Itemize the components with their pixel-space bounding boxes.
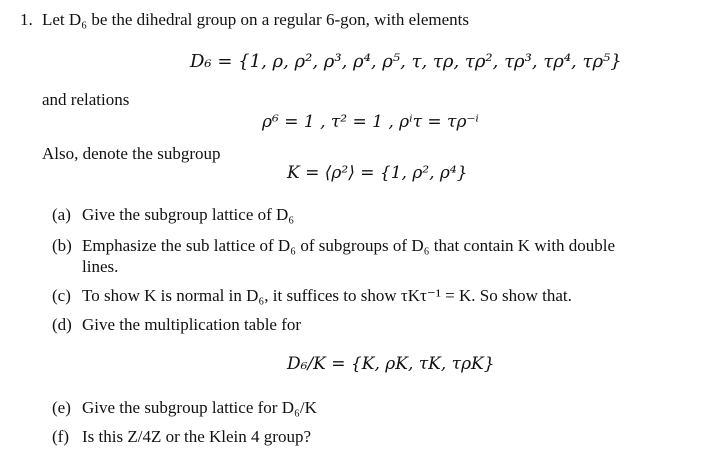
part-c-text: To show K is normal in D₆, it suffices to show τKτ⁻¹ = K. So show that. [82, 286, 572, 305]
part-e-text: Give the subgroup lattice for D₆/K [82, 398, 317, 417]
part-d-text: Give the multiplication table for [82, 315, 302, 334]
problem-intro: Let D₆ be the dihedral group on a regular 6-gon, with elements [42, 10, 470, 29]
part-b [52, 236, 615, 256]
part-f-label: (f) [52, 427, 69, 446]
part-e-label: (e) [52, 398, 71, 417]
quotient-equation: D₆/K = {K, ρK, τK, τρK} [287, 354, 495, 374]
part-e [52, 398, 317, 418]
part-a-label: (a) [52, 205, 71, 224]
relations-equation: ρ⁶ = 1 , τ² = 1 , ρⁱτ = τρ⁻ⁱ [262, 112, 479, 132]
relations-label: and relations [42, 90, 130, 109]
problem-number: 1. [20, 10, 33, 29]
subgroup-equation: K = ⟨ρ²⟩ = {1, ρ², ρ⁴} [287, 163, 468, 183]
part-a-text: Give the subgroup lattice of D₆ [82, 205, 295, 224]
part-b-label: (b) [52, 236, 72, 255]
subgroup-label: Also, denote the subgroup [42, 144, 221, 163]
part-f [52, 427, 311, 447]
part-d [52, 315, 301, 335]
part-d-label: (d) [52, 315, 72, 334]
elements-equation: D₆ = {1, ρ, ρ², ρ³, ρ⁴, ρ⁵, τ, τρ, τρ², τρ³, τρ⁴, τρ⁵} [190, 51, 622, 72]
part-c-label: (c) [52, 286, 71, 305]
part-b-text: Emphasize the sub lattice of D₆ of subgroups of D₆ that contain K with double [82, 236, 616, 255]
part-b-text-continued: lines. [82, 257, 119, 276]
part-c [52, 286, 572, 306]
part-f-text: Is this Z/4Z or the Klein 4 group? [82, 427, 311, 446]
part-a [52, 205, 294, 225]
